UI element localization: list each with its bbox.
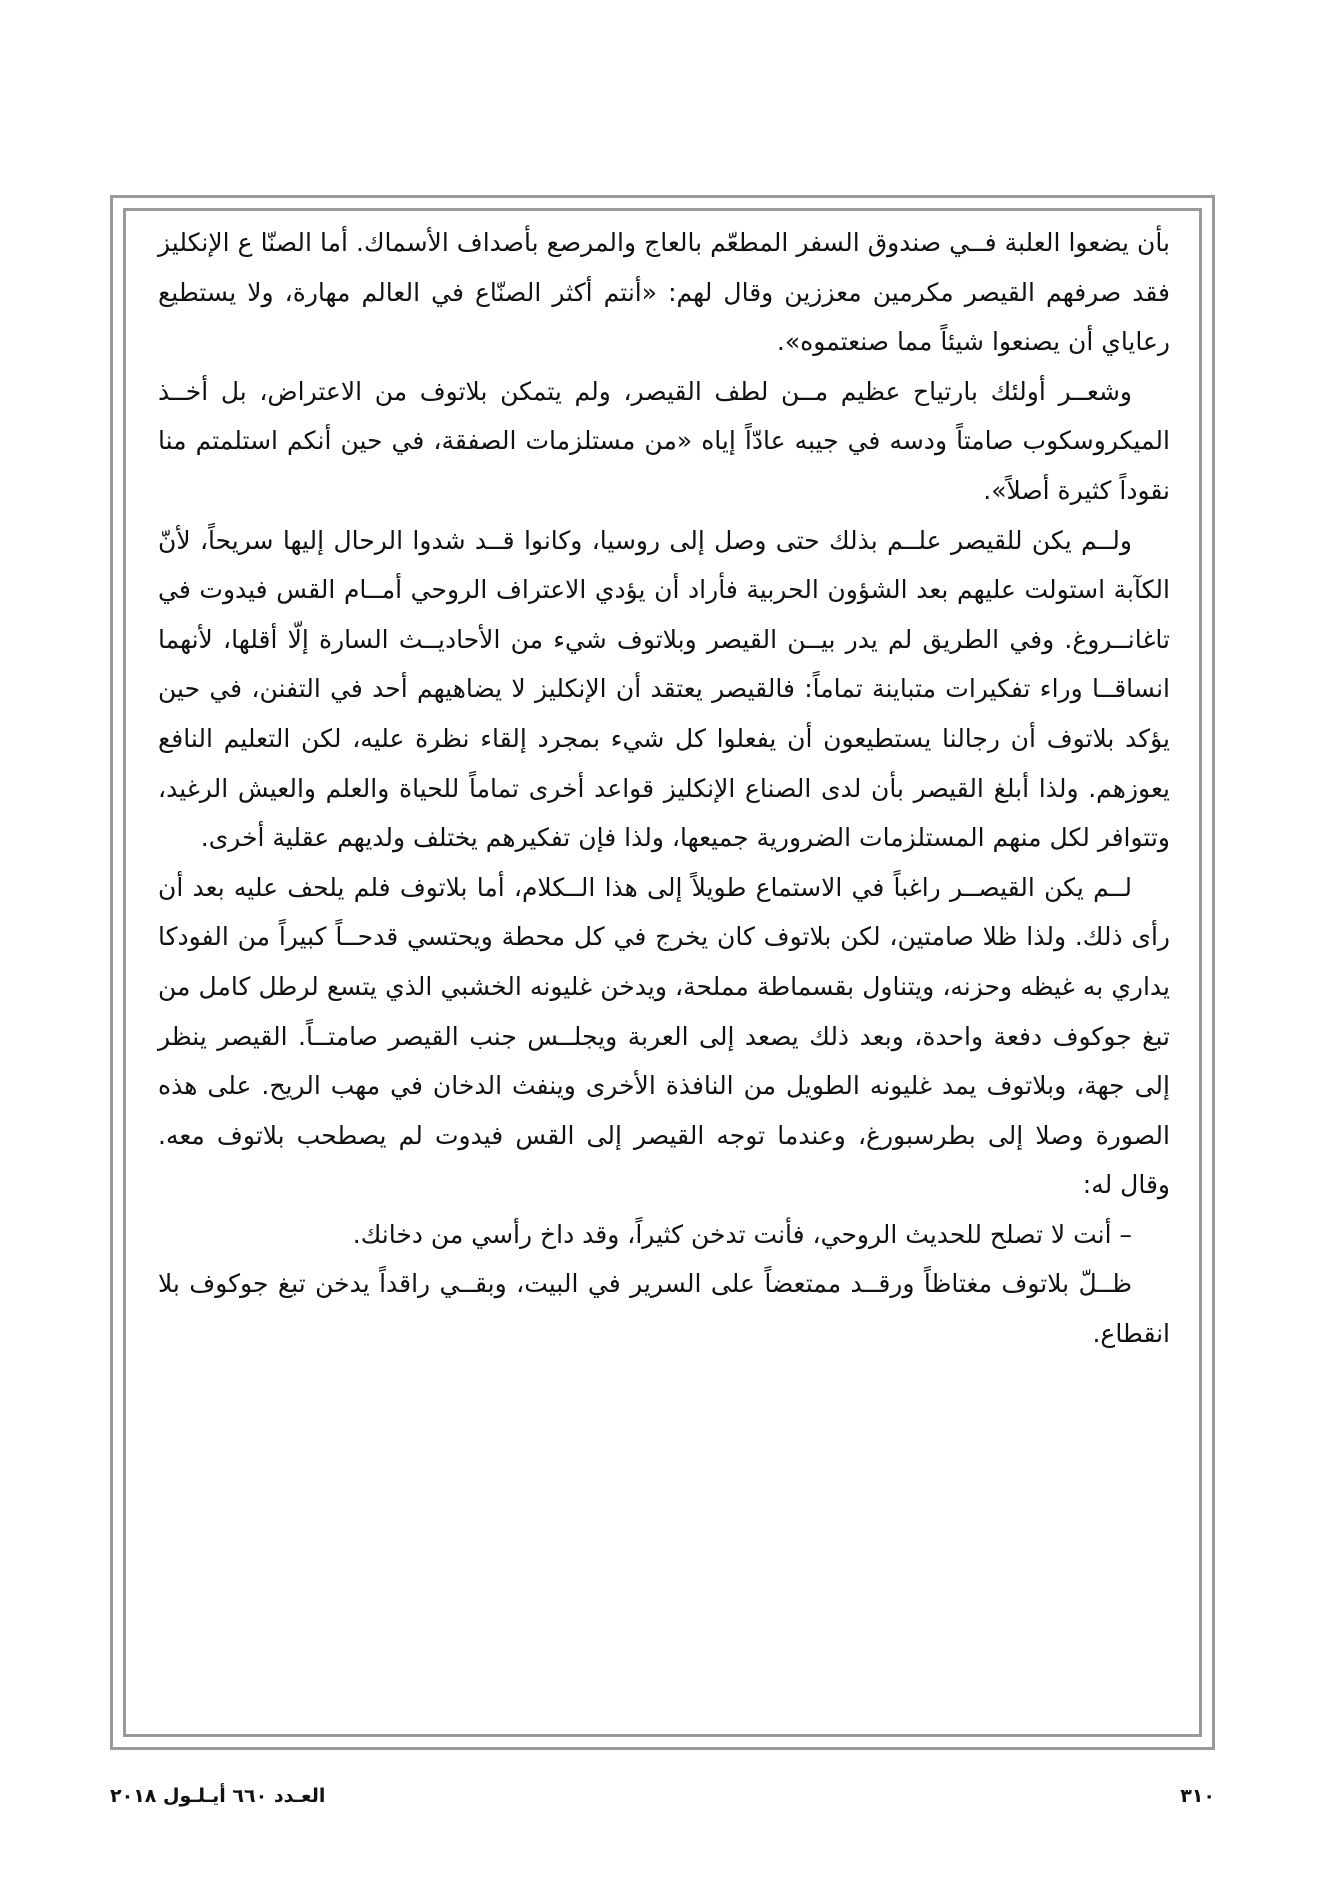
paragraph-2: وشعــر أولئك بارتياح عظيم مــن لطف القيصر، ولم يتمكن بلاتوف من الاعتراض، بل أخــذ الميكروسكوب صامتاً ودسه في جيبه عادّاً إياه «من مستلزمات الصفقة، في حين أنكم استلمتم منا نقوداً كثيرة أصلاً». bbox=[158, 376, 1170, 505]
paragraph-3: ولــم يكن للقيصر علــم بذلك حتى وصل إلى روسيا، وكانوا قــد شدوا الرحال إليها سريحاً، لأنّ الكآبة استولت عليهم بعد الشؤون الحربية فأراد أن يؤدي الاعتراف الروحي أمــام القس فيدوت في تاغانــروغ. وفي الطريق لم يدر بيــن القيصر وبلاتوف شيء من الأحاديــث السارة إلّا أقلها، لأنهما انساقــا وراء تفكيرات متباينة تماماً: فالقيصر يعتقد أن الإنكليز لا يضاهيهم أحد في التفنن، في حين يؤكد بلاتوف أن رجالنا يستطيعون أن يفعلوا كل شيء بمجرد إلقاء نظرة عليه، لكن التعليم النافع يعوزهم. ولذا أبلغ القيصر بأن لدى الصناع الإنكليز قواعد أخرى تماماً للحياة والعلم والعيش الرغيد، وتتوافر لكل منهم المستلزمات الضرورية جميعها، ولذا فإن تفكيرهم يختلف ولديهم عقلية أخرى. bbox=[158, 525, 1170, 853]
paragraph-6: ظــلّ بلاتوف مغتاظاً ورقــد ممتعضاً على السرير في البيت، وبقــي راقداً يدخن تبغ جوكوف بلا انقطاع. bbox=[158, 1269, 1170, 1349]
article-body bbox=[158, 218, 1170, 1359]
page-number: ٣١٠ bbox=[1180, 1785, 1215, 1807]
paragraph-4: لــم يكن القيصــر راغباً في الاستماع طويلاً إلى هذا الــكلام، أما بلاتوف فلم يلحف عليه بعد أن رأى ذلك. ولذا ظلا صامتين، لكن بلاتوف كان يخرج في كل محطة ويحتسي قدحــاً كبيراً من الفودكا يداري به غيظه وحزنه، ويتناول بقسماطة مملحة، ويدخن غليونه الخشبي الذي يتسع لرطل كامل من تبغ جوكوف دفعة واحدة، وبعد ذلك يصعد إلى العربة ويجلــس جنب القيصر صامتــاً. القيصر ينظر إلى جهة، وبلاتوف يمد غليونه الطويل من النافذة الأخرى وينفث الدخان في مهب الريح. على هذه الصورة وصلا إلى بطرسبورغ، وعندما توجه القيصر إلى القس فيدوت لم يصطحب بلاتوف معه. وقال له: bbox=[158, 872, 1170, 1200]
issue-info: العـدد ٦٦٠ أيـلـول ٢٠١٨ bbox=[110, 1785, 326, 1807]
paragraph-5-dialogue: – أنت لا تصلح للحديث الروحي، فأنت تدخن كثيراً، وقد داخ رأسي من دخانك. bbox=[352, 1219, 1132, 1249]
paragraph-1: بأن يضعوا العلبة فــي صندوق السفر المطعّم بالعاج والمرصع بأصداف الأسماك. أما الصنّا ع الإنكليز فقد صرفهم القيصر مكرمين معززين وقال لهم: «أنتم أكثر الصنّاع في العالم مهارة، ولا يستطيع رعاياي أن يصنعوا شيئاً مما صنعتموه». bbox=[158, 228, 1170, 357]
